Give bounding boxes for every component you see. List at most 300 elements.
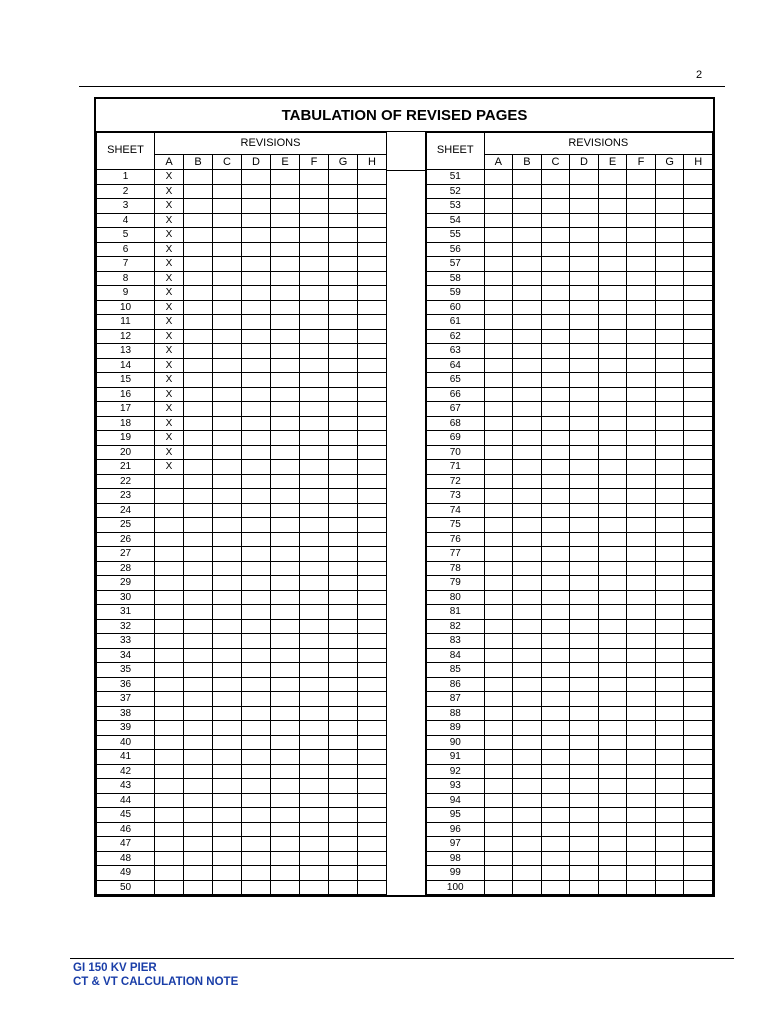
revision-cell-e — [598, 184, 627, 199]
revision-cell-c — [541, 605, 570, 620]
revision-cell-e — [271, 721, 300, 736]
revision-cell-h — [684, 184, 713, 199]
revision-cell-d — [570, 735, 599, 750]
revision-cell-b — [184, 590, 213, 605]
revision-cell-a — [484, 431, 513, 446]
revision-cell-e — [598, 750, 627, 765]
revision-cell-a — [484, 721, 513, 736]
table-row — [427, 547, 713, 562]
revision-cell-h — [684, 271, 713, 286]
revision-cell-d — [570, 677, 599, 692]
revision-cell-b — [184, 605, 213, 620]
revision-cell-f — [627, 460, 656, 475]
revision-cell-f — [627, 750, 656, 765]
table-row — [97, 184, 387, 199]
sheet-number: 93 — [427, 779, 485, 794]
revision-cell-g — [655, 880, 684, 895]
revision-cell-e — [598, 228, 627, 243]
revision-cell-c — [541, 692, 570, 707]
sheet-number: 90 — [427, 735, 485, 750]
revision-cell-b — [513, 779, 542, 794]
revision-cell-d — [570, 605, 599, 620]
revision-cell-f — [300, 300, 329, 315]
revision-cell-b — [184, 532, 213, 547]
revision-cell-a — [155, 561, 184, 576]
revision-cell-g — [655, 605, 684, 620]
left-revisions-header: REVISIONS — [155, 133, 387, 155]
table-row — [97, 315, 387, 330]
revision-cell-f — [627, 851, 656, 866]
revision-cell-g — [655, 779, 684, 794]
revision-cell-f — [300, 358, 329, 373]
revision-cell-e — [271, 793, 300, 808]
revision-cell-d — [570, 793, 599, 808]
table-row — [427, 344, 713, 359]
revision-cell-a: X — [155, 170, 184, 185]
sheet-number: 2 — [97, 184, 155, 199]
revision-cell-g — [655, 228, 684, 243]
revision-cell-e — [271, 866, 300, 881]
revision-cell-c — [541, 242, 570, 257]
revision-cell-c — [541, 228, 570, 243]
revision-cell-c — [213, 460, 242, 475]
revision-cell-g — [655, 474, 684, 489]
revision-cell-g — [329, 503, 358, 518]
table-row — [427, 228, 713, 243]
revision-cell-h — [684, 518, 713, 533]
revision-cell-h — [358, 184, 387, 199]
revision-cell-e — [271, 329, 300, 344]
sheet-number: 9 — [97, 286, 155, 301]
revision-cell-e — [271, 300, 300, 315]
sheet-number: 75 — [427, 518, 485, 533]
table-row — [427, 170, 713, 185]
revision-cell-d — [570, 445, 599, 460]
revision-cell-d — [570, 242, 599, 257]
revision-cell-b — [513, 735, 542, 750]
revision-cell-f — [627, 692, 656, 707]
sheet-number: 17 — [97, 402, 155, 417]
revision-cell-h — [684, 228, 713, 243]
revision-cell-f — [300, 286, 329, 301]
sheet-number: 15 — [97, 373, 155, 388]
revision-cell-a — [155, 474, 184, 489]
revision-cell-g — [329, 576, 358, 591]
sheet-number: 56 — [427, 242, 485, 257]
revision-cell-b — [513, 648, 542, 663]
revision-cell-e — [598, 663, 627, 678]
revision-cell-b — [184, 300, 213, 315]
sheet-number: 55 — [427, 228, 485, 243]
table-row — [97, 619, 387, 634]
revision-cell-c — [213, 750, 242, 765]
revision-cell-d — [570, 373, 599, 388]
revision-cell-e — [598, 489, 627, 504]
revision-cell-d — [570, 721, 599, 736]
revision-cell-b — [513, 764, 542, 779]
revision-cell-a: X — [155, 315, 184, 330]
revision-cell-e — [598, 706, 627, 721]
revision-cell-h — [358, 344, 387, 359]
table-row — [97, 677, 387, 692]
revision-cell-e — [598, 590, 627, 605]
revision-cell-f — [627, 518, 656, 533]
revision-cell-a — [155, 779, 184, 794]
footer-rule — [70, 958, 734, 959]
revision-cell-b — [184, 402, 213, 417]
revision-cell-c — [213, 605, 242, 620]
sheet-number: 59 — [427, 286, 485, 301]
revision-cell-e — [271, 576, 300, 591]
revision-cell-g — [655, 373, 684, 388]
revision-cell-e — [271, 648, 300, 663]
revision-cell-b — [184, 271, 213, 286]
revision-cell-a — [484, 329, 513, 344]
table-row — [97, 663, 387, 678]
revision-cell-g — [655, 576, 684, 591]
revision-cell-d — [242, 648, 271, 663]
revision-cell-h — [358, 199, 387, 214]
table-row — [97, 344, 387, 359]
revision-cell-b — [184, 706, 213, 721]
revision-cell-a — [484, 402, 513, 417]
revision-cell-a — [155, 706, 184, 721]
revision-cell-d — [570, 663, 599, 678]
revision-cell-e — [271, 402, 300, 417]
revision-cell-b — [184, 721, 213, 736]
revision-cell-c — [541, 663, 570, 678]
revision-cell-b — [184, 648, 213, 663]
revision-cell-c — [213, 518, 242, 533]
revision-cell-f — [627, 532, 656, 547]
table-row — [427, 822, 713, 837]
revision-cell-e — [271, 445, 300, 460]
revision-cell-c — [541, 851, 570, 866]
revision-cell-b — [513, 851, 542, 866]
sheet-number: 50 — [97, 880, 155, 895]
sheet-number: 84 — [427, 648, 485, 663]
revision-cell-b — [184, 808, 213, 823]
revision-cell-f — [627, 648, 656, 663]
revision-cell-b — [184, 213, 213, 228]
revision-cell-f — [300, 634, 329, 649]
revision-cell-f — [627, 416, 656, 431]
table-row — [97, 271, 387, 286]
revision-cell-c — [213, 170, 242, 185]
revision-cell-d — [242, 344, 271, 359]
revision-cell-d — [242, 402, 271, 417]
revision-cell-f — [300, 735, 329, 750]
revision-cell-b — [513, 605, 542, 620]
table-row — [97, 373, 387, 388]
table-row — [427, 271, 713, 286]
revision-cell-d — [242, 706, 271, 721]
revision-cell-b — [184, 822, 213, 837]
revision-cell-g — [655, 329, 684, 344]
revision-cell-d — [242, 764, 271, 779]
revision-cell-f — [627, 793, 656, 808]
revision-cell-d — [242, 416, 271, 431]
revision-cell-h — [684, 358, 713, 373]
table-row — [427, 387, 713, 402]
table-row — [97, 779, 387, 794]
revision-cell-h — [358, 779, 387, 794]
revision-cell-f — [300, 199, 329, 214]
revision-cell-c — [541, 547, 570, 562]
revision-cell-d — [570, 837, 599, 852]
sheet-number: 14 — [97, 358, 155, 373]
revision-cell-f — [627, 576, 656, 591]
revision-cell-e — [271, 561, 300, 576]
table-row — [427, 866, 713, 881]
revision-cell-f — [300, 880, 329, 895]
revision-cell-d — [570, 532, 599, 547]
revision-cell-h — [358, 866, 387, 881]
revision-cell-g — [655, 866, 684, 881]
revision-cell-a — [155, 663, 184, 678]
revision-cell-d — [570, 561, 599, 576]
revision-cell-c — [541, 257, 570, 272]
revision-cell-b — [513, 547, 542, 562]
revision-cell-d — [242, 750, 271, 765]
revision-cell-e — [598, 808, 627, 823]
table-row — [97, 880, 387, 895]
revision-cell-h — [684, 779, 713, 794]
revision-cell-c — [213, 634, 242, 649]
revision-cell-a — [155, 851, 184, 866]
revision-cell-g — [329, 880, 358, 895]
revision-cell-h — [684, 619, 713, 634]
left-sheet-header: SHEET — [97, 133, 155, 170]
revision-cell-b — [184, 880, 213, 895]
revision-cell-b — [513, 445, 542, 460]
revision-cell-d — [242, 387, 271, 402]
revision-cell-e — [271, 764, 300, 779]
revision-cell-d — [242, 677, 271, 692]
revision-cell-d — [242, 184, 271, 199]
revision-cell-d — [242, 590, 271, 605]
table-row — [97, 518, 387, 533]
revision-cell-f — [300, 590, 329, 605]
revision-cell-e — [598, 518, 627, 533]
revision-cell-f — [300, 648, 329, 663]
table-row — [97, 547, 387, 562]
revision-cell-d — [570, 474, 599, 489]
revision-cell-c — [541, 590, 570, 605]
revision-cell-g — [655, 518, 684, 533]
revision-cell-b — [184, 547, 213, 562]
revision-cell-b — [513, 576, 542, 591]
revision-cell-g — [329, 750, 358, 765]
revision-cell-e — [598, 329, 627, 344]
table-row — [97, 822, 387, 837]
revision-cell-g — [655, 199, 684, 214]
revision-cell-f — [627, 358, 656, 373]
revision-cell-f — [300, 445, 329, 460]
revision-cell-f — [627, 199, 656, 214]
footer — [73, 961, 238, 989]
revision-cell-e — [598, 358, 627, 373]
revision-cell-g — [329, 300, 358, 315]
revision-cell-e — [271, 315, 300, 330]
revision-cell-a — [484, 677, 513, 692]
revision-cell-e — [598, 735, 627, 750]
revision-cell-e — [271, 532, 300, 547]
revision-cell-d — [242, 721, 271, 736]
revision-cell-e — [598, 402, 627, 417]
sheet-number: 26 — [97, 532, 155, 547]
revision-cell-d — [570, 213, 599, 228]
revision-cell-a — [484, 286, 513, 301]
revision-cell-f — [627, 619, 656, 634]
revision-cell-h — [358, 576, 387, 591]
revision-cell-a: X — [155, 257, 184, 272]
revision-cell-b — [513, 286, 542, 301]
table-row — [427, 735, 713, 750]
revision-cell-b — [184, 170, 213, 185]
revision-cell-e — [271, 547, 300, 562]
right-revision-letter-b: B — [513, 154, 542, 169]
revision-cell-c — [213, 387, 242, 402]
revision-cell-b — [184, 184, 213, 199]
revision-cell-c — [213, 619, 242, 634]
revision-cell-b — [513, 489, 542, 504]
revision-cell-e — [271, 590, 300, 605]
revision-cell-h — [684, 822, 713, 837]
revision-cell-a — [484, 242, 513, 257]
revision-cell-g — [329, 170, 358, 185]
revision-cell-c — [541, 576, 570, 591]
revision-cell-h — [684, 590, 713, 605]
sheet-number: 16 — [97, 387, 155, 402]
table-row — [427, 808, 713, 823]
revision-cell-h — [684, 329, 713, 344]
revision-cell-f — [627, 387, 656, 402]
revision-cell-b — [513, 184, 542, 199]
sheet-number: 94 — [427, 793, 485, 808]
revision-cell-c — [541, 271, 570, 286]
table-row — [427, 358, 713, 373]
revision-cell-g — [329, 851, 358, 866]
revision-cell-h — [684, 764, 713, 779]
revision-cell-d — [570, 170, 599, 185]
revision-cell-e — [598, 257, 627, 272]
table-row — [97, 634, 387, 649]
table-row — [427, 619, 713, 634]
revision-cell-f — [300, 619, 329, 634]
table-row — [97, 213, 387, 228]
revision-cell-d — [570, 358, 599, 373]
revision-cell-d — [570, 503, 599, 518]
revision-cell-a: X — [155, 271, 184, 286]
revision-cell-a — [155, 677, 184, 692]
revision-cell-g — [329, 692, 358, 707]
revision-cell-h — [358, 213, 387, 228]
revision-cell-f — [300, 271, 329, 286]
revision-cell-a — [484, 619, 513, 634]
revision-cell-e — [271, 242, 300, 257]
revision-cell-b — [513, 170, 542, 185]
revision-cell-f — [627, 445, 656, 460]
revision-cell-f — [627, 764, 656, 779]
revision-cell-h — [684, 735, 713, 750]
sheet-number: 91 — [427, 750, 485, 765]
revision-cell-c — [541, 300, 570, 315]
revision-cell-f — [300, 474, 329, 489]
revision-cell-g — [329, 808, 358, 823]
revision-cell-h — [684, 648, 713, 663]
revision-cell-d — [570, 300, 599, 315]
revision-cell-g — [329, 663, 358, 678]
revision-cell-c — [541, 532, 570, 547]
revision-cell-d — [242, 315, 271, 330]
table-row — [97, 300, 387, 315]
revision-cell-f — [300, 489, 329, 504]
revision-cell-c — [213, 416, 242, 431]
revision-cell-h — [358, 518, 387, 533]
revision-cell-e — [271, 735, 300, 750]
revision-cell-f — [300, 373, 329, 388]
revision-cell-c — [541, 866, 570, 881]
revision-cell-c — [213, 184, 242, 199]
revision-cell-g — [655, 315, 684, 330]
table-row — [97, 793, 387, 808]
revision-cell-a — [484, 866, 513, 881]
revision-tabulation-box — [94, 97, 715, 897]
table-row — [427, 837, 713, 852]
revision-cell-g — [655, 489, 684, 504]
revision-cell-f — [300, 692, 329, 707]
revision-cell-h — [684, 489, 713, 504]
revision-cell-b — [513, 721, 542, 736]
revision-cell-c — [213, 590, 242, 605]
table-row — [427, 474, 713, 489]
sheet-number: 81 — [427, 605, 485, 620]
revision-cell-c — [541, 518, 570, 533]
sheet-number: 78 — [427, 561, 485, 576]
revision-cell-e — [598, 619, 627, 634]
left-revision-letter-d: D — [242, 154, 271, 169]
revision-cell-c — [213, 822, 242, 837]
revision-cell-e — [271, 257, 300, 272]
revision-cell-a — [484, 605, 513, 620]
revision-cell-a: X — [155, 329, 184, 344]
revision-cell-h — [684, 605, 713, 620]
revision-cell-h — [684, 808, 713, 823]
revision-cell-g — [329, 286, 358, 301]
sheet-number: 46 — [97, 822, 155, 837]
revision-cell-g — [329, 431, 358, 446]
revision-cell-c — [541, 402, 570, 417]
revision-cell-b — [513, 402, 542, 417]
revision-cell-e — [271, 518, 300, 533]
table-row — [97, 170, 387, 185]
revision-cell-a — [155, 619, 184, 634]
revision-cell-a — [155, 692, 184, 707]
revision-cell-c — [541, 431, 570, 446]
table-row — [97, 808, 387, 823]
revision-cell-c — [213, 547, 242, 562]
sheet-number: 79 — [427, 576, 485, 591]
revision-cell-b — [184, 866, 213, 881]
table-row — [97, 387, 387, 402]
revision-cell-f — [300, 706, 329, 721]
revision-cell-g — [329, 532, 358, 547]
sheet-number: 76 — [427, 532, 485, 547]
revision-cell-d — [242, 851, 271, 866]
revision-cell-f — [300, 866, 329, 881]
sheet-number: 95 — [427, 808, 485, 823]
